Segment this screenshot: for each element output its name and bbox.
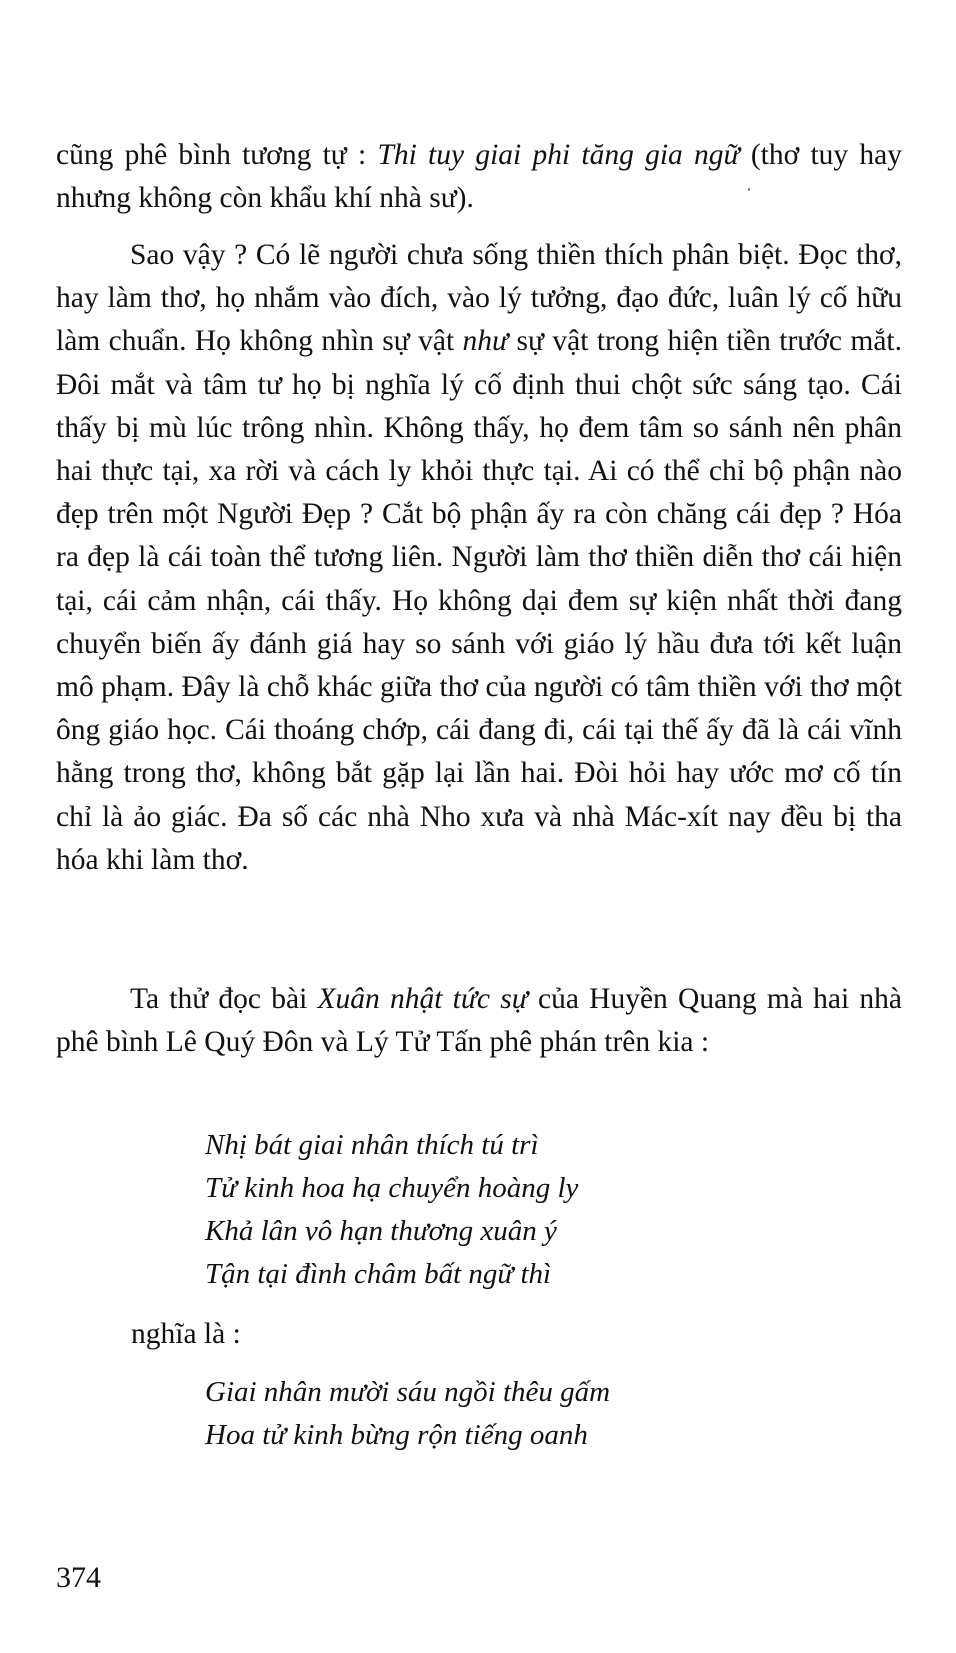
paragraph-1-text-b: (thơ tuy hay nhưng không còn khẩu khí nhà sư). [56, 139, 902, 215]
poem-line: Tận tại đình châm bất ngữ thì [205, 1258, 552, 1290]
poem-line: Nhị bát giai nhân thích tú trì [205, 1129, 539, 1161]
paragraph-3-text-b: của Huyền Quang mà hai nhà phê bình Lê Quý Đôn và Lý Tử Tấn phê phán trên kia : [56, 983, 902, 1059]
page-number: 374 [56, 1561, 101, 1594]
paragraph-2-text-b: sự vật trong hiện tiền trước mắt. Đôi mắt và tâm tư họ bị nghĩa lý cố định thui chột sức sáng tạo. Cái thấy bị mù lúc trông nhìn. Không thấy, họ đem tâm so sánh nên phân hai thực tại, xa rời và cách ly khỏi thực tại. Ai có thể chỉ bộ phận nào đẹp trên một Người Đẹp ? Cắt bộ phận ấy ra còn chăng cái đẹp ? Hóa ra đẹp là cái toàn thể tương liên. Người làm thơ thiền diễn thơ cái hiện tại, cái cảm nhận, cái thấy. Họ không dại đem sự kiện nhất thời đang chuyển biến ấy đánh giá hay so sánh với giáo lý hầu đưa tới kết luận mô phạm. Đây là chỗ khác giữa thơ của người có tâm thiền với thơ một ông giáo học. Cái thoáng chớp, cái đang đi, cái tại thế ấy đã là cái vĩnh hằng trong thơ, không bắt gặp lại lần hai. Đòi hỏi hay ước mơ cố tín chỉ là ảo giác. Đa số các nhà Nho xưa và nhà Mác-xít nay đều bị tha hóa khi làm thơ. [56, 325, 902, 876]
poem-line: Tử kinh hoa hạ chuyển hoàng ly [205, 1172, 579, 1204]
poem-translation [205, 1371, 610, 1457]
translation-line: Hoa tử kinh bừng rộn tiếng oanh [205, 1419, 588, 1451]
paragraph-1-text-a: cũng phê bình tương tự : [56, 139, 378, 171]
paragraph-2 [56, 234, 902, 882]
paragraph-3-text-a: Ta thử đọc bài [130, 983, 318, 1015]
paragraph-2-text-a: Sao vậy ? Có lẽ người chưa sống thiền thích phân biệt. Đọc thơ, hay làm thơ, họ nhắm vào đích, vào lý tưởng, đạo đức, luân lý cố hữu làm chuẩn. Họ không nhìn sự vật [56, 239, 902, 358]
meaning-label: nghĩa là : [131, 1318, 241, 1350]
poem-line: Khả lân vô hạn thương xuân ý [205, 1215, 557, 1247]
translation-line: Giai nhân mười sáu ngồi thêu gấm [205, 1376, 611, 1408]
paragraph-2-italic-word: như [462, 325, 509, 358]
paragraph-3 [56, 978, 902, 1064]
paragraph-1 [56, 134, 902, 220]
poem-title: Xuân nhật tức sự [317, 983, 528, 1015]
scan-speck [748, 188, 750, 191]
paragraph-1-italic-quote: Thi tuy giai phi tăng gia ngữ [377, 139, 740, 171]
poem-original [205, 1124, 578, 1296]
